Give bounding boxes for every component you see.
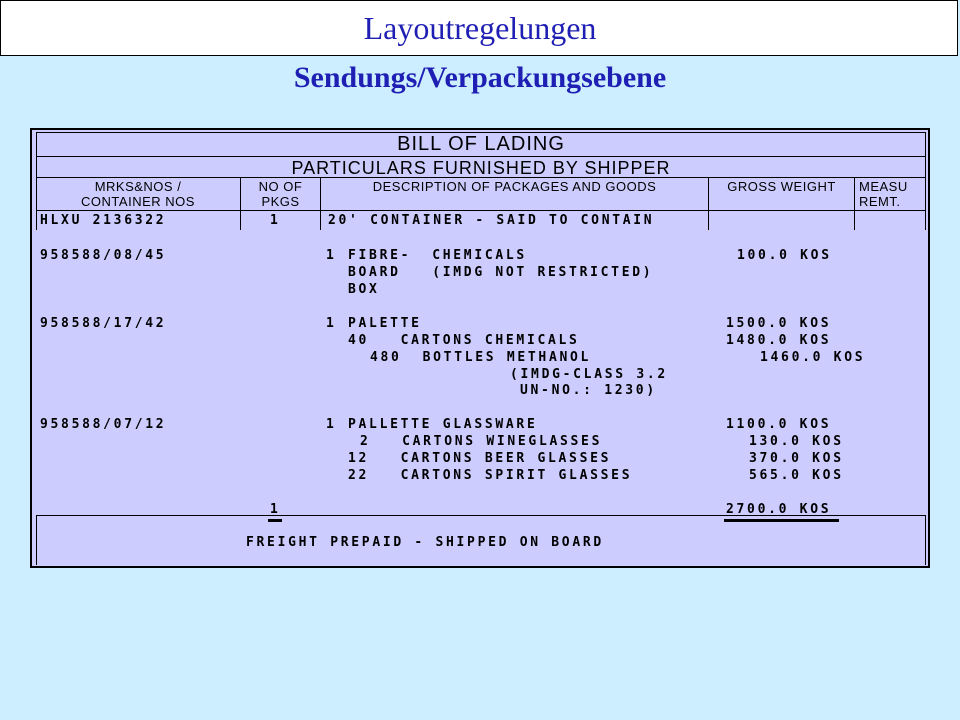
- line-weight: 565.0 KOS: [749, 468, 844, 483]
- container-description: 20' CONTAINER - SAID TO CONTAIN: [328, 213, 655, 228]
- line-pkgs: 1: [326, 316, 337, 331]
- line-description: 22 CARTONS SPIRIT GLASSES: [348, 468, 633, 483]
- line-pkgs: 1: [326, 417, 337, 432]
- line-description: PALETTE: [348, 316, 422, 331]
- line-description: 40 CARTONS CHEMICALS: [348, 333, 580, 348]
- line-weight: 1500.0 KOS: [726, 316, 832, 331]
- line-marks: 958588/17/42: [40, 316, 167, 331]
- bill-subheading: PARTICULARS FURNISHED BY SHIPPER: [291, 158, 671, 178]
- total-pkgs-underline: [268, 519, 282, 522]
- line-marks: 958588/08/45: [40, 248, 167, 263]
- line-weight: 130.0 KOS: [749, 434, 844, 449]
- col-header-marks-line2: CONTAINER NOS: [81, 194, 195, 209]
- freight-note: FREIGHT PREPAID - SHIPPED ON BOARD: [246, 535, 604, 550]
- col-header-pkgs-line2: PKGS: [261, 194, 300, 209]
- col-header-description: DESCRIPTION OF PACKAGES AND GOODS: [372, 179, 657, 194]
- col-header-measurement-line2: REMT.: [859, 194, 901, 209]
- slide-subtitle: Sendungs/Verpackungsebene: [293, 61, 667, 94]
- form-edge-left: [36, 515, 37, 565]
- line-description: PALLETTE GLASSWARE: [348, 417, 538, 432]
- line-marks: 958588/07/12: [40, 417, 167, 432]
- line-description: FIBRE- CHEMICALS: [348, 248, 527, 263]
- col-header-measurement: [855, 179, 925, 209]
- line-pkgs: 1: [326, 248, 337, 263]
- line-description: BOARD (IMDG NOT RESTRICTED): [348, 265, 654, 280]
- line-weight: 100.0 KOS: [737, 248, 832, 263]
- form-edge-right: [925, 515, 926, 565]
- line-weight: 370.0 KOS: [749, 451, 844, 466]
- form-rule: [36, 210, 926, 211]
- total-weight-underline: [724, 519, 839, 522]
- line-description: UN-NO.: 1230): [520, 383, 657, 398]
- bill-of-lading-form: [30, 128, 930, 568]
- col-header-marks: [36, 179, 240, 209]
- total-weight: 2700.0 KOS: [726, 502, 832, 517]
- container-pkgs: 1: [270, 213, 281, 228]
- line-description: (IMDG-CLASS 3.2: [510, 367, 668, 382]
- line-weight: 1100.0 KOS: [726, 417, 832, 432]
- line-description: 12 CARTONS BEER GLASSES: [348, 451, 612, 466]
- line-weight: 1480.0 KOS: [726, 333, 832, 348]
- line-weight: 1460.0 KOS: [760, 350, 866, 365]
- line-description: 480 BOTTLES METHANOL: [370, 350, 592, 365]
- container-number: HLXU 2136322: [40, 213, 167, 228]
- line-description: 2 CARTONS WINEGLASSES: [360, 434, 603, 449]
- col-header-marks-line1: MRKS&NOS /: [94, 179, 182, 194]
- line-description: BOX: [348, 282, 380, 297]
- col-header-pkgs-line1: NO OF: [258, 179, 303, 194]
- bill-heading: BILL OF LADING: [397, 133, 565, 155]
- slide-title: Layoutregelungen: [363, 10, 597, 46]
- col-header-weight: GROSS WEIGHT: [727, 179, 836, 194]
- total-pkgs: 1: [270, 502, 281, 517]
- col-header-pkgs: [241, 179, 320, 209]
- col-header-measurement-line1: MEASU: [859, 179, 908, 194]
